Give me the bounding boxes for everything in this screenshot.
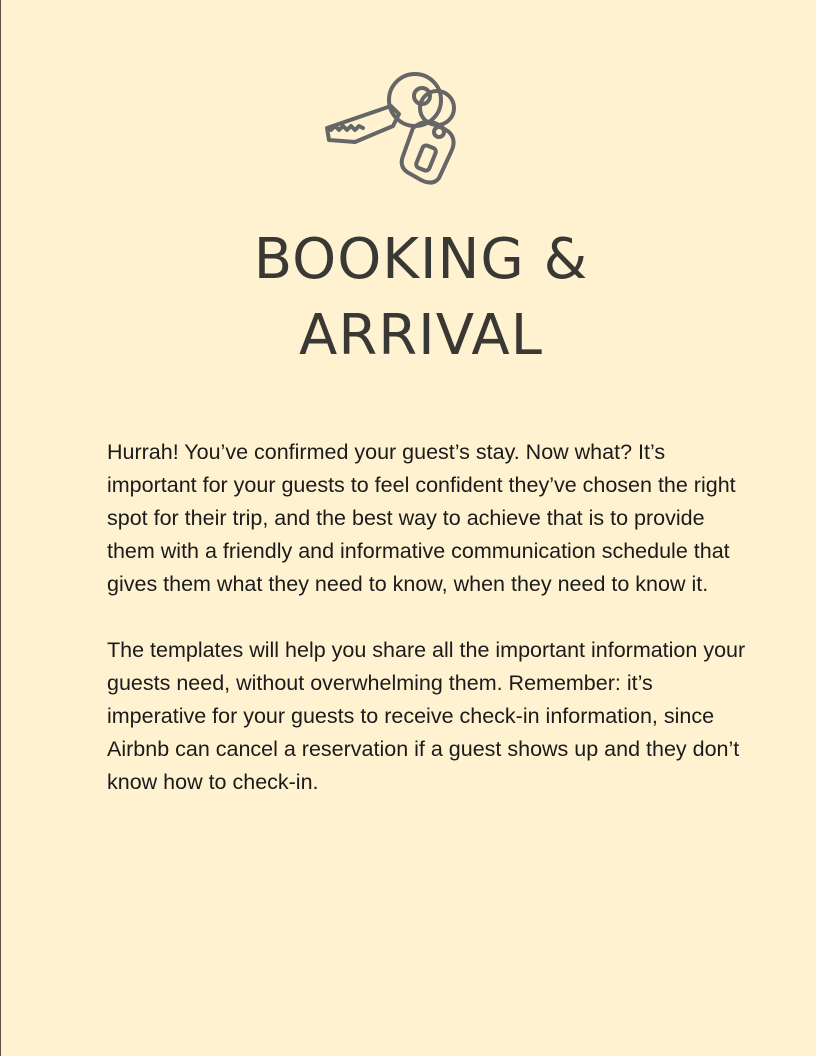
page-title <box>151 222 691 374</box>
paragraph-1: Hurrah! You’ve confirmed your guest’s stay. Now what? It’s important for your guests to feel confident they’ve chosen the right spot for their trip, and the best way to achieve that is to provide them with a friendly and informative communication schedule that gives them what they need to know, when they need to know it. <box>107 440 736 596</box>
paragraph-2: The templates will help you share all the important information your guests need, without overwhelming them. Remember: it’s imperative for your guests to receive check-in information, since Airbnb can cancel a reservation if a guest shows up and they don’t know how to check-in. <box>107 638 746 794</box>
title-line-2: ARRIVAL <box>299 303 543 368</box>
title-line-1: BOOKING & <box>253 227 589 292</box>
body-text <box>107 436 747 799</box>
keys-icon <box>321 66 467 188</box>
